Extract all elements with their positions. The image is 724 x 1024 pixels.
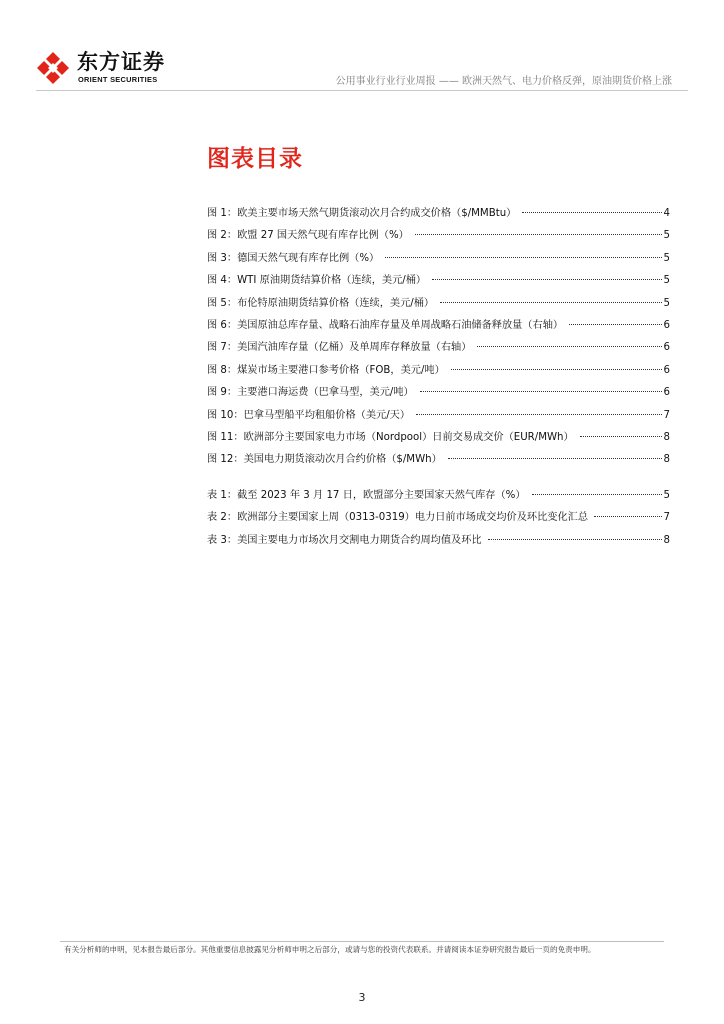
toc-leader (448, 458, 662, 459)
toc-figure-10[interactable] (207, 405, 670, 427)
toc-figure-8[interactable] (207, 360, 670, 382)
toc-entry-page: 5 (663, 297, 670, 309)
toc-entry-label: 图 2：欧盟 27 国天然气现有库存比例（%） (207, 230, 409, 242)
footer-disclaimer: 有关分析师的申明，见本报告最后部分。其他重要信息披露见分析师申明之后部分，或请与您的投资代表联系。并请阅读本证券研究报告最后一页的免责申明。 (64, 945, 596, 954)
toc-title: 图表目录 (207, 146, 303, 172)
toc-entry-label: 表 1：截至 2023 年 3 月 17 日，欧盟部分主要国家天然气库存（%） (207, 490, 526, 501)
toc-entry-page: 8 (663, 454, 670, 466)
toc-figure-7[interactable] (207, 337, 670, 359)
toc-entry-label: 图 1：欧美主要市场天然气期货滚动次月合约成交价格（$/MMBtu） (207, 208, 517, 219)
toc-entry-label: 图 5：布伦特原油期货结算价格（连续，美元/桶） (207, 297, 435, 309)
toc-entry-label: 图 6：美国原油总库存量、战略石油库存量及单周战略石油储备释放量（右轴） (207, 319, 564, 331)
toc-entry-page: 5 (663, 490, 670, 501)
table-list (207, 485, 670, 552)
toc-entry-label: 图 7：美国汽油库存量（亿桶）及单周库存释放量（右轴） (207, 342, 472, 354)
toc-entry-label: 图 3：德国天然气现有库存比例（%） (207, 252, 380, 264)
toc-entry-page: 5 (663, 230, 670, 242)
toc-leader (488, 539, 662, 540)
toc-leader (385, 257, 661, 258)
page-number: 3 (358, 991, 366, 1004)
report-header-title: 公用事业行业行业周报 —— 欧洲天然气、电力价格反弹，原油期货价格上涨 (335, 76, 672, 87)
toc-entry-page: 6 (663, 364, 670, 376)
toc-figure-3[interactable] (207, 248, 670, 270)
toc-table-1[interactable] (207, 485, 670, 507)
figure-list (207, 203, 670, 472)
toc-leader (416, 414, 662, 415)
toc-entry-label: 图 8：煤炭市场主要港口参考价格（FOB，美元/吨） (207, 364, 445, 376)
toc-table-2[interactable] (207, 507, 670, 529)
toc-entry-page: 8 (663, 431, 670, 443)
toc-entry-page: 6 (663, 342, 670, 354)
toc-leader (532, 494, 662, 495)
toc-leader (432, 279, 661, 280)
toc-entry-page: 8 (663, 534, 670, 546)
toc-figure-2[interactable] (207, 225, 670, 247)
toc-figure-11[interactable] (207, 427, 670, 449)
toc-entry-page: 7 (663, 512, 670, 524)
toc-entry-page: 4 (663, 208, 670, 219)
toc-entry-label: 图 4：WTI 原油期货结算价格（连续，美元/桶） (207, 275, 427, 287)
toc-leader (415, 234, 662, 235)
toc-entry-page: 6 (663, 319, 670, 331)
toc-leader (420, 391, 662, 392)
toc-entry-page: 5 (663, 275, 670, 287)
brand-logo (36, 47, 186, 89)
toc-entry-page: 6 (663, 387, 670, 399)
toc-figure-9[interactable] (207, 382, 670, 404)
toc-entry-label: 图 12：美国电力期货滚动次月合约价格（$/MWh） (207, 454, 442, 466)
toc-leader (569, 324, 661, 325)
toc-leader (594, 516, 661, 517)
toc-entry-label: 表 2：欧洲部分主要国家上周（0313-0319）电力日前市场成交均价及环比变化汇总 (207, 512, 589, 524)
toc-entry-page: 5 (663, 252, 670, 264)
toc-table-3[interactable] (207, 530, 670, 552)
toc-entry-label: 表 3：美国主要电力市场次月交割电力期货合约周均值及环比 (207, 534, 482, 546)
footer-divider (60, 941, 664, 942)
toc-entry-page: 7 (663, 409, 670, 421)
toc-figure-5[interactable] (207, 293, 670, 315)
orient-logo-icon (36, 51, 70, 85)
logo-text-cn: 东方证券 (77, 50, 165, 74)
toc-leader (580, 436, 662, 437)
toc-figure-12[interactable] (207, 449, 670, 471)
toc-figure-4[interactable] (207, 270, 670, 292)
toc-leader (522, 212, 661, 213)
header-divider (36, 90, 688, 91)
toc-entry-label: 图 11：欧洲部分主要国家电力市场（Nordpool）日前交易成交价（EUR/MWh） (207, 431, 574, 443)
logo-text-en: ORIENT SECURITIES (78, 75, 158, 84)
toc-leader (451, 369, 662, 370)
toc-figure-6[interactable] (207, 315, 670, 337)
toc-figure-1[interactable] (207, 203, 670, 225)
toc-entry-label: 图 10：巴拿马型船平均租船价格（美元/天） (207, 409, 411, 421)
toc-leader (477, 346, 661, 347)
toc-entry-label: 图 9：主要港口海运费（巴拿马型，美元/吨） (207, 387, 414, 399)
toc-leader (440, 302, 661, 303)
